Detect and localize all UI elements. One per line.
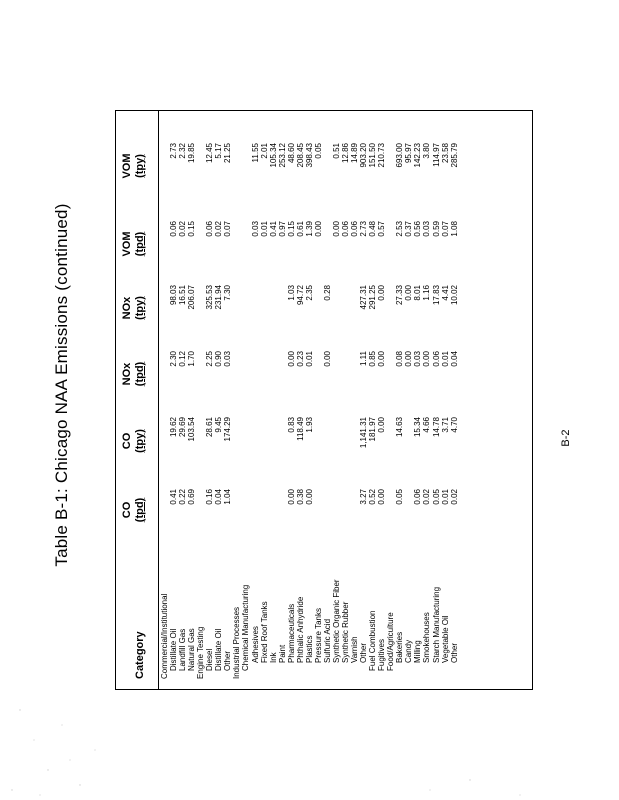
emissions-table: [115, 110, 533, 690]
row-value: 0.00: [377, 351, 387, 367]
row-label: Plastics: [304, 635, 314, 663]
row-value: 0.61: [295, 221, 305, 237]
row-value: 28.61: [205, 417, 215, 438]
row-value: 1.93: [304, 417, 314, 433]
row-value: 210.73: [377, 143, 387, 168]
row-value: 3.80: [422, 143, 432, 159]
row-value: 14.78: [431, 417, 441, 438]
row-value: 693.00: [395, 143, 405, 168]
row-value: 3.27: [359, 489, 369, 505]
row-value: 0.83: [286, 417, 296, 433]
row-value: 0.00: [377, 285, 387, 301]
row-value: 8.01: [413, 285, 423, 301]
row-value: 903.20: [359, 143, 369, 168]
row-value: 0.00: [331, 221, 341, 237]
row-value: 0.00: [313, 221, 323, 237]
row-label: Diesel: [205, 648, 215, 671]
row-value: 0.12: [178, 351, 188, 367]
row-label: Adhesives: [250, 626, 260, 663]
row-value: 0.48: [368, 221, 378, 237]
row-value: 14.63: [395, 417, 405, 438]
row-value: 17.83: [431, 285, 441, 306]
row-value: 0.00: [286, 351, 296, 367]
row-value: 0.05: [313, 143, 323, 159]
row-value: 325.53: [205, 285, 215, 310]
table-row: [432, 111, 441, 689]
row-value: 2.25: [205, 351, 215, 367]
row-value: 0.02: [178, 221, 188, 237]
header-co-tpy: CO (tpy): [121, 429, 146, 453]
row-value: 14.89: [350, 143, 360, 164]
row-label: Bakeries: [395, 631, 405, 663]
row-value: 1.70: [187, 351, 197, 367]
row-value: 23.58: [440, 143, 450, 164]
row-value: 0.04: [449, 351, 459, 367]
row-value: 0.01: [259, 221, 269, 237]
table-row: [386, 111, 395, 689]
row-value: 12.45: [205, 143, 215, 164]
row-value: 27.33: [395, 285, 405, 306]
table-row: [332, 111, 341, 689]
table-row: [305, 111, 314, 689]
row-value: 0.07: [440, 221, 450, 237]
row-value: 11.55: [250, 143, 260, 163]
header-category: Category: [134, 631, 146, 679]
row-label: Other: [359, 642, 369, 663]
row-value: 0.37: [404, 221, 414, 237]
row-value: 0.51: [331, 143, 341, 159]
row-value: 285.79: [449, 143, 459, 168]
table-row: [422, 111, 431, 689]
row-value: 1.11: [359, 351, 369, 366]
row-value: 19.62: [169, 417, 179, 438]
table-row: [169, 111, 178, 689]
header-co-tpd: CO (tpd): [121, 497, 146, 523]
table-row: [341, 111, 350, 689]
table-row: [441, 111, 450, 689]
row-label: Food/Agriculture: [386, 612, 396, 671]
row-value: 0.03: [250, 221, 260, 237]
row-value: 1,141.31: [359, 417, 369, 449]
table-row: [260, 111, 269, 689]
row-label: Natural Gas: [187, 628, 197, 671]
row-value: 174.29: [223, 417, 233, 442]
table-row: [450, 111, 459, 689]
row-value: 0.28: [322, 285, 332, 301]
row-label: Milling: [413, 640, 423, 663]
row-value: 0.06: [413, 489, 423, 505]
table-row: [395, 111, 404, 689]
row-value: 0.01: [440, 351, 450, 367]
row-label: Phthalic Anhydride: [295, 596, 305, 663]
table-row: [404, 111, 413, 689]
row-label: Varnish: [350, 636, 360, 663]
row-label: Vegetable Oil: [440, 615, 450, 663]
table-row: [413, 111, 422, 689]
row-value: 0.41: [268, 221, 278, 237]
row-value: 2.73: [359, 221, 369, 237]
row-value: 7.30: [223, 285, 233, 301]
row-value: 142.23: [413, 143, 423, 168]
row-value: 0.03: [413, 351, 423, 367]
row-value: 5.17: [214, 143, 224, 159]
table-row: [368, 111, 377, 689]
row-value: 4.66: [422, 417, 432, 433]
row-value: 0.05: [395, 489, 405, 505]
row-value: 0.00: [286, 489, 296, 505]
row-value: 231.94: [214, 285, 224, 310]
row-value: 0.85: [368, 351, 378, 367]
row-value: 1.39: [304, 221, 314, 237]
row-value: 95.97: [404, 143, 414, 164]
table-row: [251, 111, 260, 689]
row-value: 0.00: [322, 351, 332, 367]
table-row: [187, 111, 196, 689]
row-value: 291.25: [368, 285, 378, 310]
row-value: 15.34: [413, 417, 423, 438]
row-value: 0.06: [205, 221, 215, 237]
row-label: Starch Manufacturing: [431, 586, 441, 663]
table-row: [359, 111, 368, 689]
row-value: 0.00: [404, 285, 414, 301]
row-value: 0.15: [286, 221, 296, 237]
row-label: Commercial/Institutional: [160, 593, 169, 679]
row-value: 181.97: [368, 417, 378, 442]
table-title: Table B-1: Chicago NAA Emissions (continued): [52, 203, 71, 567]
row-value: 427.31: [359, 285, 369, 310]
row-value: 0.22: [178, 489, 188, 505]
table-row: [214, 111, 223, 689]
row-value: 0.03: [223, 351, 233, 367]
row-value: 0.90: [214, 351, 224, 367]
row-label: Distillate Oil: [169, 628, 179, 671]
header-nox-tpy: NOx (tpy): [121, 296, 146, 320]
row-label: Landfill Gas: [178, 628, 188, 671]
row-value: 1.04: [223, 489, 233, 505]
header-nox-tpd: NOx (tpd): [121, 361, 146, 387]
table-row: [287, 111, 296, 689]
row-label: Pressure Tanks: [313, 608, 323, 663]
row-label: Synthetic Rubber: [341, 601, 350, 663]
row-label: Pharmaceuticals: [286, 603, 296, 663]
row-label: Fugitives: [377, 638, 387, 671]
row-value: 0.23: [295, 351, 305, 367]
row-value: 0.02: [214, 221, 224, 237]
row-value: 2.53: [395, 221, 405, 237]
row-value: 0.57: [377, 221, 387, 237]
row-value: 4.70: [449, 417, 459, 433]
row-value: 105.34: [268, 143, 278, 168]
row-value: 4.41: [440, 285, 450, 301]
row-label: Sulfuric Acid: [322, 618, 332, 663]
row-value: 94.72: [295, 285, 305, 306]
row-value: 114.97: [431, 143, 441, 167]
table-row: [377, 111, 386, 689]
row-value: 0.00: [404, 351, 414, 367]
row-value: 0.02: [422, 489, 432, 505]
row-value: 0.06: [350, 221, 360, 237]
row-value: 0.05: [431, 489, 441, 505]
row-value: 0.01: [440, 489, 450, 505]
row-value: 29.69: [178, 417, 188, 438]
row-value: 0.59: [431, 221, 441, 237]
table-row: [323, 111, 332, 689]
row-label: Industrial Processes: [232, 606, 242, 679]
page-number: B-2: [560, 429, 572, 447]
table-row: [296, 111, 305, 689]
row-value: 9.45: [214, 417, 224, 433]
row-value: 2.35: [304, 285, 314, 301]
row-value: 0.00: [422, 351, 432, 367]
row-value: 206.07: [187, 285, 197, 310]
row-value: 16.51: [178, 285, 188, 306]
row-value: 48.60: [286, 143, 296, 164]
table-row: [350, 111, 359, 689]
row-label: Ink: [268, 652, 278, 663]
table-row: [269, 111, 278, 689]
row-value: 19.85: [187, 143, 197, 164]
row-value: 0.08: [395, 351, 405, 367]
row-value: 21.25: [223, 143, 233, 164]
row-value: 0.16: [205, 489, 215, 505]
row-value: 208.45: [295, 143, 305, 168]
header-vom-tpy: VOM (tpy): [121, 153, 146, 179]
table-header: [116, 111, 159, 689]
row-label: Fuel Combustion: [368, 610, 378, 671]
row-value: 2.32: [178, 143, 188, 159]
row-value: 0.06: [431, 351, 441, 367]
row-value: 0.15: [187, 221, 197, 237]
row-label: Chemical Manufacturing: [241, 584, 251, 671]
table-row: [241, 111, 250, 689]
row-value: 2.01: [259, 143, 269, 159]
row-value: 1.08: [449, 221, 459, 237]
row-value: 118.49: [295, 417, 305, 441]
header-vom-tpd: VOM (tpd): [121, 231, 146, 257]
row-label: Paint: [277, 644, 287, 663]
table-row: [232, 111, 241, 689]
table-row: [196, 111, 205, 689]
table-row: [314, 111, 323, 689]
row-label: Other: [223, 650, 233, 671]
row-value: 12.86: [341, 143, 350, 164]
row-value: 0.38: [295, 489, 305, 505]
row-value: 0.02: [449, 489, 459, 505]
table-row: [205, 111, 214, 689]
row-value: 98.03: [169, 285, 179, 306]
row-label: Fixed Roof Tanks: [259, 601, 269, 663]
row-label: Smokehouses: [422, 612, 432, 663]
row-value: 253.12: [277, 143, 287, 168]
row-label: Other: [449, 642, 459, 663]
scan-noise: [0, 650, 619, 800]
row-value: 0.00: [377, 417, 387, 433]
row-label: Distillate Oil: [214, 628, 224, 671]
row-value: 2.73: [169, 143, 179, 159]
row-value: 0.06: [341, 221, 350, 237]
table-row: [160, 111, 169, 689]
row-value: 398.43: [304, 143, 314, 168]
row-value: 0.00: [304, 489, 314, 505]
row-value: 0.69: [187, 489, 197, 505]
row-label: Candy: [404, 639, 414, 663]
row-value: 3.71: [440, 417, 450, 433]
row-value: 0.03: [422, 221, 432, 237]
row-value: 0.52: [368, 489, 378, 505]
row-value: 1.16: [422, 285, 432, 301]
table-row: [278, 111, 287, 689]
row-value: 103.54: [187, 417, 197, 442]
row-value: 151.50: [368, 143, 378, 168]
row-value: 0.41: [169, 489, 179, 505]
row-value: 0.00: [377, 489, 387, 505]
row-value: 0.06: [169, 221, 179, 237]
table-row: [178, 111, 187, 689]
row-value: 0.04: [214, 489, 224, 505]
row-value: 2.30: [169, 351, 179, 367]
row-label: Synthetic Organic Fiber: [331, 579, 341, 663]
row-value: 0.01: [304, 351, 314, 367]
row-value: 0.56: [413, 221, 423, 237]
row-label: Engine Testing: [196, 626, 206, 679]
row-value: 10.02: [449, 285, 459, 306]
row-value: 0.97: [277, 221, 287, 237]
row-value: 0.07: [223, 221, 233, 237]
table-row: [223, 111, 232, 689]
row-value: 1.03: [286, 285, 296, 301]
